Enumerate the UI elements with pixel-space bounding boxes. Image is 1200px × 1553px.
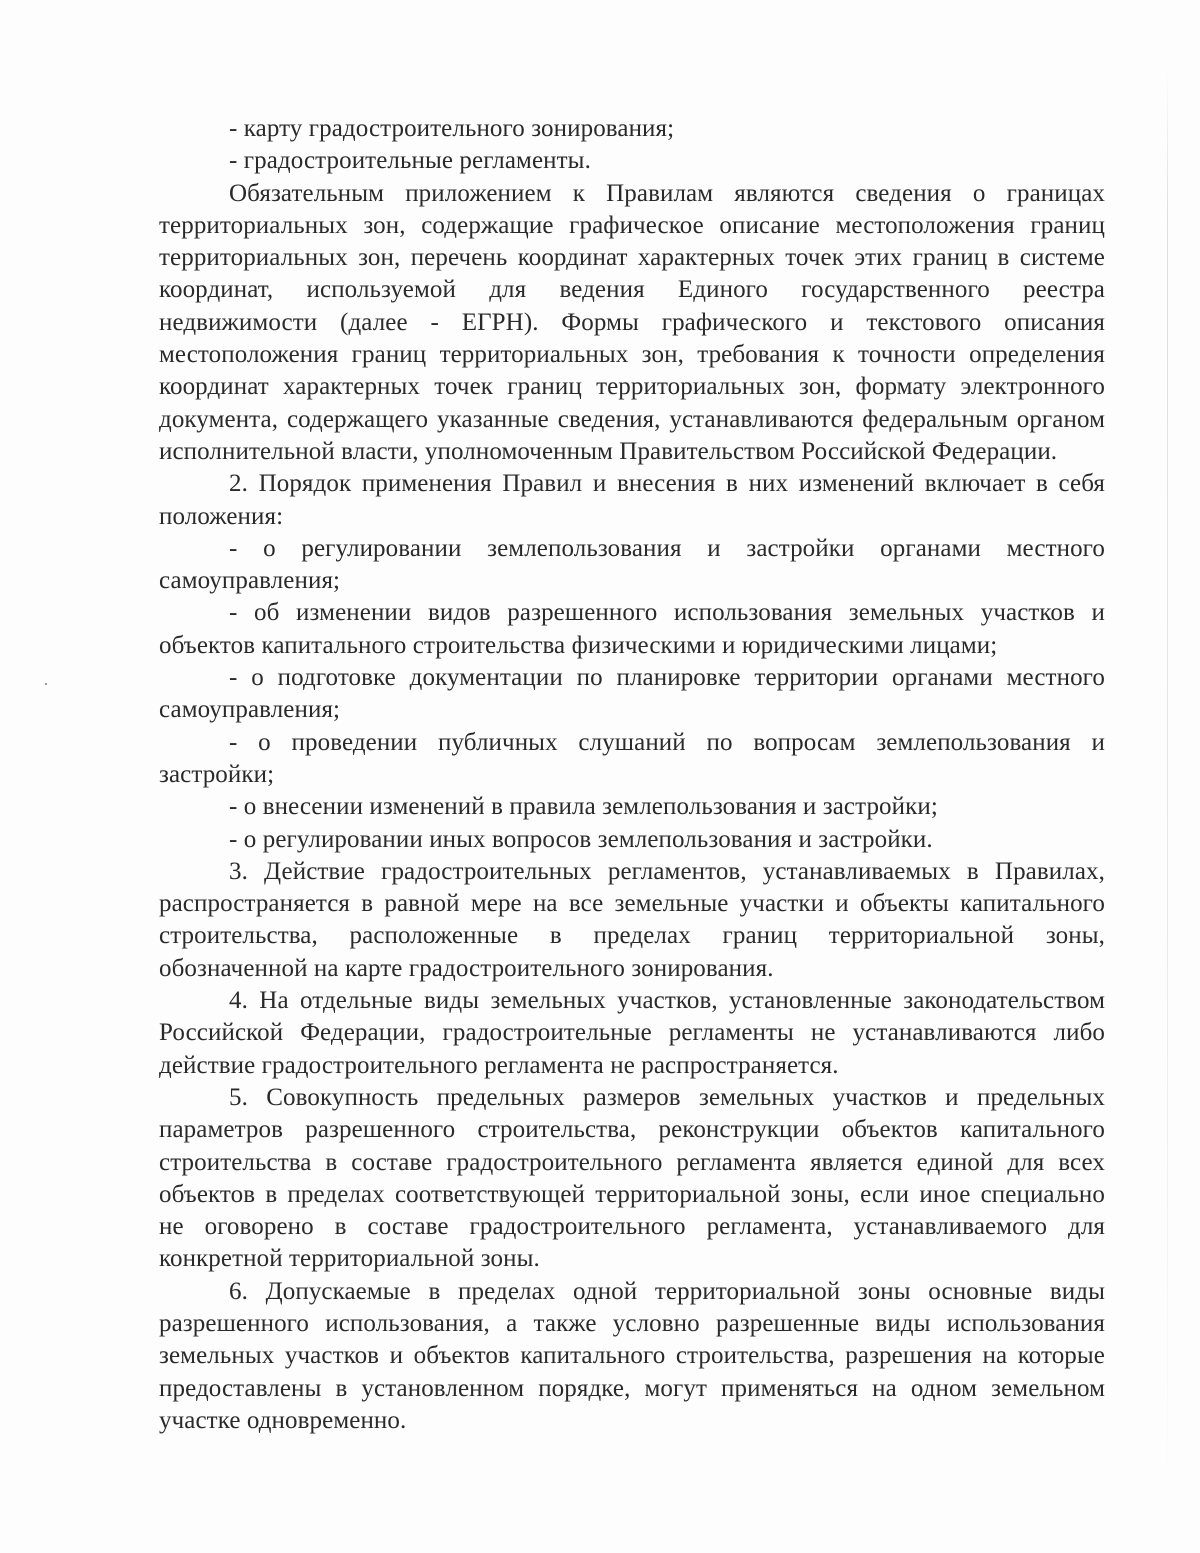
- scan-speck: [45, 683, 47, 685]
- list-item-change-of-use: - об изменении видов разрешенного использования земельных участков и объектов капитального строительства физическими и юридическими лицами;: [159, 599, 1105, 659]
- paragraph-2-procedure: 2. Порядок применения Правил и внесения в них изменений включает в себя положения:: [159, 470, 1105, 530]
- list-item-regulations: - градостроительные регламенты.: [229, 147, 591, 175]
- list-item-land-use-regulation: - о регулировании землепользования и застройки органами местного самоуправления;: [159, 534, 1105, 595]
- list-item-other-questions: - о регулировании иных вопросов землепользования и застройки.: [229, 825, 933, 853]
- document-body: [159, 113, 1105, 1437]
- list-item-amendments: - о внесении изменений в правила землепользования и застройки;: [229, 793, 938, 821]
- paragraph-6-permitted-uses: 6. Допускаемые в пределах одной территориальной зоны основные виды разрешенного использования, а также условно разрешенные виды использования земельных участков и объектов капитального строительства, разрешения на которые предоставлены в установленном порядке, могут применяться на одном земельном участке одновременно.: [159, 1277, 1105, 1434]
- scan-edge-line: [1167, 70, 1168, 1510]
- paragraph-3-effect: 3. Действие градостроительных регламентов, устанавливаемых в Правилах, распространяется в равной мере на все земельные участки и объекты капитального строительства, расположенные в пределах границ территориальной зоны, обозначенной на карте градостроительного зонирования.: [159, 857, 1105, 982]
- list-item-planning-documentation: - о подготовке документации по планировке территории органами местного самоуправления;: [159, 664, 1105, 724]
- paragraph-mandatory-annex: Обязательным приложением к Правилам являются сведения о границах территориальных зон, содержащие графическое описание местоположения границ территориальных зон, перечень координат характерных точек этих границ в системе координат, используемой для ведения Единого государственного реестра недвижимости (далее - ЕГРН). Формы графического и текстового описания местоположения границ территориальных зон, требования к точности определения координат характерных точек границ территориальных зон, формату электронного документа, содержащего указанные сведения, устанавливаются федеральным органом исполнительной власти, уполномоченным Правительством Российской Федерации.: [159, 179, 1105, 465]
- paragraph-5-limit-parameters: 5. Совокупность предельных размеров земельных участков и предельных параметров разрешенного строительства, реконструкции объектов капитального строительства в составе градостроительного регламента является единой для всех объектов в пределах соответствующей территориальной зоны, если иное специально не оговорено в составе градостроительного регламента, устанавливаемого для конкретной территориальной зоны.: [159, 1083, 1105, 1273]
- list-item-zoning-map: - карту градостроительного зонирования;: [229, 115, 675, 142]
- paragraph-4-exceptions: 4. На отдельные виды земельных участков, установленные законодательством Российской Федерации, градостроительные регламенты не устанавливаются либо действие градостроительного регламента не распространяется.: [159, 987, 1105, 1079]
- list-item-public-hearings: - о проведении публичных слушаний по вопросам землепользования и застройки;: [159, 728, 1105, 788]
